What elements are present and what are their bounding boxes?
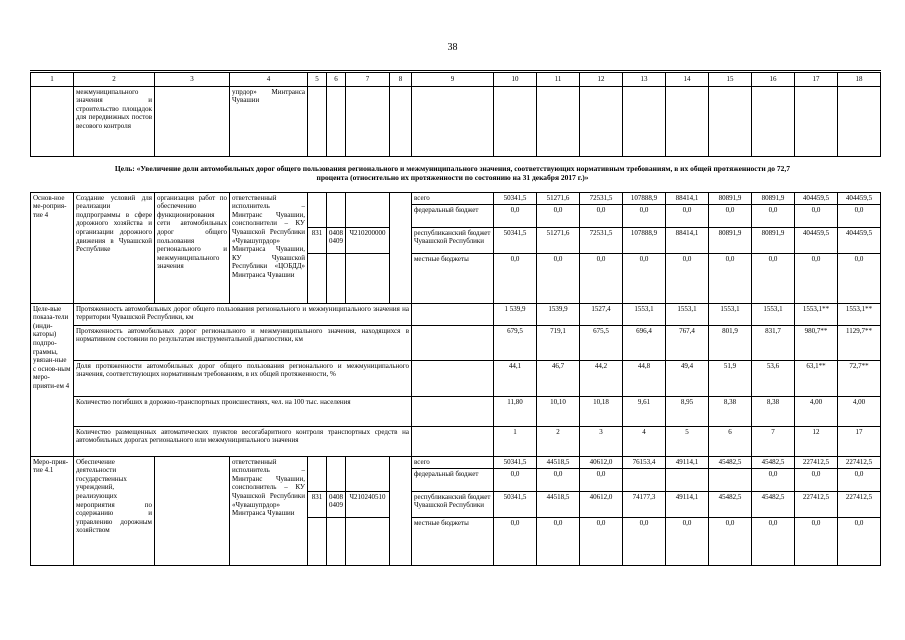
column-header: 2 — [74, 72, 155, 87]
column-header: 5 — [308, 72, 327, 87]
value-cell: 227412,5 — [838, 491, 881, 517]
value-cell: 675,5 — [580, 325, 623, 360]
column-header: 6 — [327, 72, 346, 87]
value-cell: 4,00 — [795, 396, 838, 426]
continuation-table — [30, 70, 881, 157]
empty-cell — [412, 325, 494, 360]
value-cell: 0,0 — [838, 204, 881, 227]
column-header: 8 — [390, 72, 412, 87]
value-cell: 1527,4 — [580, 303, 623, 325]
empty-cell — [308, 517, 327, 565]
empty-cell — [666, 86, 709, 156]
value-cell: 80891,9 — [752, 192, 795, 204]
value-cell: 227412,5 — [795, 491, 838, 517]
value-cell: 51,9 — [709, 360, 752, 396]
continuation-executor: упрдор» Минтранса Чувашии — [230, 86, 308, 156]
value-cell: 0,0 — [494, 253, 537, 303]
value-cell: 88414,1 — [666, 192, 709, 204]
empty-cell — [346, 192, 390, 227]
budget-type-label: местные бюджеты — [412, 517, 494, 565]
value-cell: 0,0 — [666, 517, 709, 565]
value-cell: 0,0 — [838, 517, 881, 565]
empty-cell — [709, 86, 752, 156]
value-cell: 0,0 — [537, 253, 580, 303]
value-cell: 679,5 — [494, 325, 537, 360]
value-cell: 53,6 — [752, 360, 795, 396]
value-cell: 76153,4 — [623, 456, 666, 468]
column-header: 12 — [580, 72, 623, 87]
value-cell: 9,61 — [623, 396, 666, 426]
empty-cell — [412, 303, 494, 325]
empty-cell — [155, 86, 230, 156]
empty-cell — [308, 253, 327, 303]
value-cell: 40612,0 — [580, 491, 623, 517]
value-cell: 0,0 — [494, 204, 537, 227]
value-cell: 17 — [838, 426, 881, 456]
value-cell: 0,0 — [838, 253, 881, 303]
empty-cell — [327, 192, 346, 227]
indicator-text: Протяженность автомобильных дорог общего пользования регионального и межмуниципального значения на территории Чувашской Республики, км — [74, 303, 412, 325]
value-cell: 11,80 — [494, 396, 537, 426]
value-cell: 0,0 — [795, 253, 838, 303]
value-cell: 1553,1** — [795, 303, 838, 325]
value-cell: 8,38 — [752, 396, 795, 426]
s2-work — [155, 456, 230, 565]
empty-cell — [623, 86, 666, 156]
empty-cell — [838, 86, 881, 156]
value-cell: 0,0 — [537, 204, 580, 227]
empty-cell — [412, 360, 494, 396]
value-cell: 0,0 — [623, 517, 666, 565]
budget-type-label: федеральный бюджет — [412, 468, 494, 491]
continuation-text: межмуниципального значения и строительство площадок для передвижных постов весового контроля — [74, 86, 155, 156]
column-header: 13 — [623, 72, 666, 87]
s1-executor: ответственный исполнитель – Минтранс Чувашии, соисполнители – КУ Чувашской Республики «Чувашупрдор» Минтранса Чувашии, КУ Чувашской Республики «ЦОБДД» Минтранса Чувашии — [230, 192, 308, 303]
column-header: 14 — [666, 72, 709, 87]
value-cell: 50341,5 — [494, 491, 537, 517]
grbs-code: 831 — [308, 491, 327, 517]
value-cell: 0,0 — [666, 204, 709, 227]
value-cell: 51271,6 — [537, 227, 580, 253]
value-cell: 44,2 — [580, 360, 623, 396]
value-cell: 72531,5 — [580, 227, 623, 253]
rzpr-code: 0408 0409 — [327, 491, 346, 517]
indicator-row — [31, 360, 881, 396]
budget-type-label: республиканский бюджет Чувашской Республики — [412, 491, 494, 517]
value-cell: 227412,5 — [795, 456, 838, 468]
value-cell: 0,0 — [580, 253, 623, 303]
value-cell: 50341,5 — [494, 192, 537, 204]
value-cell: 0,0 — [709, 253, 752, 303]
empty-cell — [308, 456, 327, 491]
value-cell: 0,0 — [752, 517, 795, 565]
empty-cell — [752, 86, 795, 156]
value-cell: 44,1 — [494, 360, 537, 396]
empty-cell — [327, 456, 346, 491]
value-cell: 0,0 — [795, 468, 838, 491]
value-cell: 404459,5 — [838, 192, 881, 204]
value-cell: 72,7** — [838, 360, 881, 396]
value-cell: 49114,1 — [666, 491, 709, 517]
empty-cell — [308, 192, 327, 227]
value-cell: 980,7** — [795, 325, 838, 360]
value-cell: 227412,5 — [838, 456, 881, 468]
goal-statement: Цель: «Увеличение доли автомобильных дорог общего пользования регионального и межмуниципального значения, соответствующих нормативным требованиям, в их общей протяженности до 72,7 процента (относительно их протяженности по состоянию на 31 декабря 2017 г.)» — [114, 163, 791, 182]
column-header: 17 — [795, 72, 838, 87]
s2-total-row — [31, 456, 881, 468]
value-cell — [666, 468, 709, 491]
value-cell: 49,4 — [666, 360, 709, 396]
value-cell: 8,38 — [709, 396, 752, 426]
value-cell: 4 — [623, 426, 666, 456]
indicator-row — [31, 303, 881, 325]
value-cell: 74177,3 — [623, 491, 666, 517]
value-cell: 8,95 — [666, 396, 709, 426]
value-cell: 0,0 — [580, 517, 623, 565]
value-cell: 1553,1 — [752, 303, 795, 325]
program-table — [30, 192, 881, 566]
value-cell: 0,0 — [795, 204, 838, 227]
value-cell: 49114,1 — [666, 456, 709, 468]
value-cell: 44518,5 — [537, 491, 580, 517]
value-cell: 0,0 — [494, 468, 537, 491]
budget-type-label: местные бюджеты — [412, 253, 494, 303]
value-cell: 0,0 — [537, 517, 580, 565]
indicator-text: Протяженность автомобильных дорог регионального и межмуниципального значения, находящихся в нормативном состоянии по результатам инструментальной диагностики, км — [74, 325, 412, 360]
value-cell: 40612,0 — [580, 456, 623, 468]
indicator-text: Доля протяженности автомобильных дорог общего пользования регионального и межмуниципального значения, соответствующих нормативным требованиям, в их общей протяженности, % — [74, 360, 412, 396]
budget-type-label: всего — [412, 456, 494, 468]
value-cell: 1539,9 — [537, 303, 580, 325]
column-header: 10 — [494, 72, 537, 87]
value-cell: 80891,9 — [709, 227, 752, 253]
value-cell: 107888,9 — [623, 227, 666, 253]
s2-executor: ответственный исполнитель – Минтранс Чувашии, соисполнитель – КУ Чувашской Республики «Чувашупрдор» Минтранса Чувашии — [230, 456, 308, 565]
column-header: 4 — [230, 72, 308, 87]
value-cell: 45482,5 — [752, 491, 795, 517]
column-header: 18 — [838, 72, 881, 87]
value-cell: 63,1** — [795, 360, 838, 396]
grbs-code: 831 — [308, 227, 327, 253]
empty-cell — [327, 86, 346, 156]
value-cell: 45482,5 — [752, 456, 795, 468]
page-number: 38 — [447, 42, 458, 53]
value-cell: 72531,5 — [580, 192, 623, 204]
value-cell: 1 — [494, 426, 537, 456]
value-cell: 696,4 — [623, 325, 666, 360]
empty-cell — [390, 86, 412, 156]
indicator-text: Количество погибших в дорожно-транспортных происшествиях, чел. на 100 тыс. населения — [74, 396, 412, 426]
s2-label: Меро-прия-тие 4.1 — [31, 456, 74, 565]
value-cell: 404459,5 — [838, 227, 881, 253]
empty-cell — [327, 253, 346, 303]
continuation-row — [31, 86, 881, 156]
value-cell: 0,0 — [666, 253, 709, 303]
value-cell: 0,0 — [709, 204, 752, 227]
value-cell: 4,00 — [838, 396, 881, 426]
csr-code: Ч210240510 — [346, 491, 390, 517]
value-cell: 45482,5 — [709, 456, 752, 468]
column-header: 11 — [537, 72, 580, 87]
value-cell: 1129,7** — [838, 325, 881, 360]
value-cell: 0,0 — [623, 253, 666, 303]
value-cell: 0,0 — [795, 517, 838, 565]
column-header: 16 — [752, 72, 795, 87]
value-cell: 0,0 — [838, 468, 881, 491]
value-cell: 44518,5 — [537, 456, 580, 468]
budget-type-label: республиканский бюджет Чувашской Республики — [412, 227, 494, 253]
value-cell: 801,9 — [709, 325, 752, 360]
budget-type-label: всего — [412, 192, 494, 204]
column-header: 9 — [412, 72, 494, 87]
column-number-row — [31, 72, 881, 87]
empty-cell — [346, 253, 390, 303]
value-cell: 0,0 — [752, 253, 795, 303]
indicator-row — [31, 325, 881, 360]
value-cell: 0,0 — [752, 468, 795, 491]
value-cell: 0,0 — [494, 517, 537, 565]
value-cell: 50341,5 — [494, 227, 537, 253]
value-cell: 0,0 — [580, 468, 623, 491]
indicators-label: Целе-вые показа-тели (инди-каторы) подпро-граммы, увязан-ные с основ-ным меро-прияти-ем 4 — [31, 303, 74, 456]
column-header: 3 — [155, 72, 230, 87]
budget-type-label: федеральный бюджет — [412, 204, 494, 227]
value-cell: 12 — [795, 426, 838, 456]
value-cell: 1553,1 — [709, 303, 752, 325]
value-cell: 1553,1 — [666, 303, 709, 325]
column-header: 15 — [709, 72, 752, 87]
value-cell: 46,7 — [537, 360, 580, 396]
value-cell: 107888,9 — [623, 192, 666, 204]
value-cell: 719,1 — [537, 325, 580, 360]
value-cell: 1553,1 — [623, 303, 666, 325]
csr-code: Ч210200000 — [346, 227, 390, 253]
empty-cell — [346, 456, 390, 491]
value-cell: 88414,1 — [666, 227, 709, 253]
indicator-row — [31, 396, 881, 426]
value-cell: 3 — [580, 426, 623, 456]
value-cell: 44,8 — [623, 360, 666, 396]
value-cell — [709, 468, 752, 491]
value-cell: 5 — [666, 426, 709, 456]
empty-cell — [494, 86, 537, 156]
value-cell: 0,0 — [537, 468, 580, 491]
value-cell: 1 539,9 — [494, 303, 537, 325]
empty-cell — [346, 86, 390, 156]
indicator-text: Количество размещенных автоматических пунктов весогабаритного контроля транспортных средств на автомобильных дорогах регионального или межмуниципального значения — [74, 426, 412, 456]
s1-work: организация работ по обеспечению функционирования сети автомобильных дорог общего пользования регионального и межмуниципального значения — [155, 192, 230, 303]
empty-cell — [31, 86, 74, 156]
value-cell — [623, 468, 666, 491]
value-cell: 404459,5 — [795, 227, 838, 253]
indicator-row — [31, 426, 881, 456]
value-cell: 1553,1** — [838, 303, 881, 325]
empty-cell — [390, 192, 412, 303]
value-cell: 831,7 — [752, 325, 795, 360]
column-header: 7 — [346, 72, 390, 87]
value-cell: 0,0 — [580, 204, 623, 227]
empty-cell — [795, 86, 838, 156]
empty-cell — [412, 86, 494, 156]
empty-cell — [412, 426, 494, 456]
value-cell: 2 — [537, 426, 580, 456]
value-cell: 404459,5 — [795, 192, 838, 204]
value-cell: 80891,9 — [752, 227, 795, 253]
s1-label: Основ-ное ме-роприя-тие 4 — [31, 192, 74, 303]
s1-total-row — [31, 192, 881, 204]
value-cell: 50341,5 — [494, 456, 537, 468]
empty-cell — [580, 86, 623, 156]
value-cell: 10,10 — [537, 396, 580, 426]
value-cell: 0,0 — [752, 204, 795, 227]
rzpr-code: 0408 0409 — [327, 227, 346, 253]
value-cell: 80891,9 — [709, 192, 752, 204]
value-cell: 0,0 — [623, 204, 666, 227]
empty-cell — [327, 517, 346, 565]
empty-cell — [412, 396, 494, 426]
value-cell: 51271,6 — [537, 192, 580, 204]
value-cell: 10,18 — [580, 396, 623, 426]
s1-task: Создание условий для реализации подпрограммы в сфере дорожного хозяйства и организации дорожного движения в Чувашской Республике — [74, 192, 155, 303]
column-header: 1 — [31, 72, 74, 87]
value-cell: 6 — [709, 426, 752, 456]
value-cell: 7 — [752, 426, 795, 456]
value-cell: 45482,5 — [709, 491, 752, 517]
value-cell: 767,4 — [666, 325, 709, 360]
empty-cell — [346, 517, 390, 565]
empty-cell — [390, 456, 412, 565]
s2-task: Обеспечение деятельности государственных учреждений, реализующих мероприятия по содержанию и управлению дорожным хозяйством — [74, 456, 155, 565]
empty-cell — [537, 86, 580, 156]
empty-cell — [308, 86, 327, 156]
value-cell: 0,0 — [709, 517, 752, 565]
